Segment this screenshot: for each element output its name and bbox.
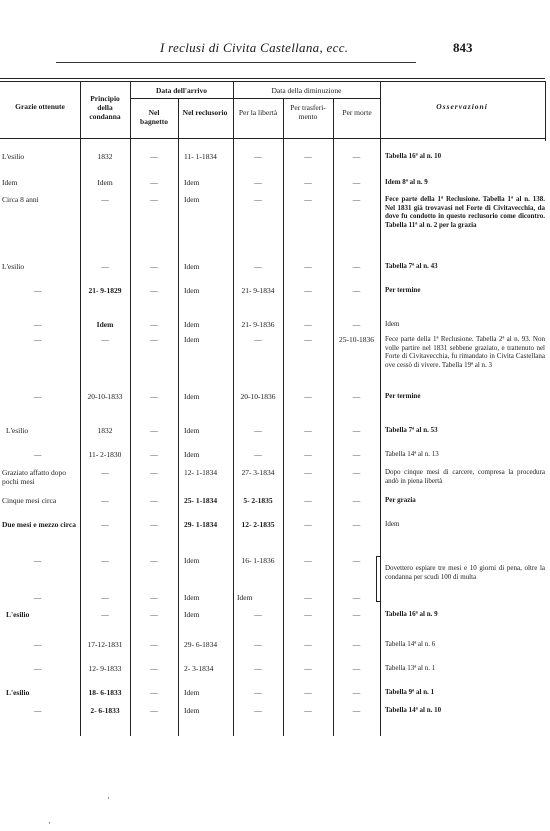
cell-trasferimento: — bbox=[304, 706, 312, 715]
cell-trasferimento: — bbox=[304, 593, 312, 602]
cell-trasferimento: — bbox=[304, 262, 312, 271]
cell-liberta: — bbox=[254, 262, 262, 271]
cell-reclusorio: 29- 1-1834 bbox=[184, 520, 218, 529]
cell-morte: — bbox=[352, 593, 361, 602]
cell-liberta: — bbox=[254, 688, 262, 697]
cell-trasferimento: — bbox=[304, 392, 312, 401]
cell-principio: 18- 6-1833 bbox=[88, 688, 122, 697]
cell-trasferimento: — bbox=[304, 468, 312, 477]
cell-principio: — bbox=[101, 520, 109, 529]
page-header-title: I reclusi di Civita Castellana, ecc. bbox=[160, 40, 349, 55]
cell-trasferimento: — bbox=[304, 610, 312, 619]
cell-osservazioni: Tabella 16ª al n. 10 bbox=[385, 152, 442, 160]
cell-morte: — bbox=[352, 426, 361, 435]
cell-morte: — bbox=[352, 468, 361, 477]
cell-reclusorio: 11- 1-1834 bbox=[184, 152, 217, 161]
cell-grazia: Graziato affatto dopo pochi mesi bbox=[2, 468, 67, 486]
cell-grazia: — bbox=[34, 320, 42, 329]
cell-trasferimento: — bbox=[304, 320, 312, 329]
cell-principio: — bbox=[101, 610, 109, 619]
col-header-principio: Principio della condanna bbox=[89, 94, 121, 121]
cell-reclusorio: Idem bbox=[184, 178, 200, 187]
table-top-rule bbox=[0, 78, 545, 79]
col-header-per-morte: Per morte bbox=[342, 108, 372, 117]
cell-reclusorio: 12- 1-1834 bbox=[184, 468, 218, 477]
cell-principio: — bbox=[101, 496, 109, 505]
cell-grazia: L'esilio bbox=[6, 426, 29, 435]
col-header-nel-reclusorio: Nel reclusorio bbox=[182, 108, 228, 117]
cell-liberta: 27- 3-1834 bbox=[241, 468, 275, 477]
cell-osservazioni: Dopo cinque mesi di carcere, compresa la procedura andò in piena libertà bbox=[385, 468, 545, 485]
cell-morte: — bbox=[352, 286, 361, 295]
cell-grazia: L'esilio bbox=[2, 152, 25, 161]
cell-principio: 17-12-1831 bbox=[87, 640, 123, 649]
cell-liberta: 12- 2-1835 bbox=[241, 520, 275, 529]
cell-bagnetto: — bbox=[150, 468, 158, 477]
cell-morte: — bbox=[352, 640, 361, 649]
cell-morte: — bbox=[352, 520, 361, 529]
cell-liberta: — bbox=[254, 640, 262, 649]
cell-grazia: Due mesi e mezzo circa bbox=[2, 520, 76, 529]
col-header-per-trasferimento: Per trasferi-mento bbox=[290, 103, 326, 121]
cell-principio: 1832 bbox=[97, 152, 113, 161]
cell-principio: 11- 2-1830 bbox=[88, 450, 122, 459]
cell-osservazioni: Idem bbox=[385, 520, 400, 528]
cell-bagnetto: — bbox=[150, 152, 158, 161]
cell-liberta: 5- 2-1835 bbox=[243, 496, 273, 505]
cell-reclusorio: Idem bbox=[184, 392, 200, 401]
cell-osservazioni: Tabella 16ª al n. 9 bbox=[385, 610, 438, 618]
cell-trasferimento: — bbox=[304, 178, 312, 187]
cell-trasferimento: — bbox=[304, 450, 312, 459]
page-number: 843 bbox=[453, 40, 473, 55]
cell-principio: 2- 6-1833 bbox=[90, 706, 120, 715]
cell-morte: 25-10-1836 bbox=[339, 335, 374, 344]
cell-morte: — bbox=[352, 664, 361, 673]
cell-grazia: — bbox=[34, 593, 42, 602]
cell-bagnetto: — bbox=[150, 450, 158, 459]
cell-reclusorio: Idem bbox=[184, 610, 200, 619]
cell-reclusorio: Idem bbox=[184, 426, 200, 435]
cell-osservazioni: Fece parte della 1ª Reclusione. Tabella 2ª al n. 93. Non volle partire nel 1831 sebbene graziato, e trattenuto nel Forte di Civitavecchia, fu rimandato in Civita Castellana ove cessò di vivere. Tabella 19ª al n. 3 bbox=[385, 335, 545, 369]
cell-principio: — bbox=[101, 335, 109, 344]
cell-principio: — bbox=[101, 262, 109, 271]
cell-liberta: 20-10-1836 bbox=[240, 392, 276, 401]
cell-osservazioni: Tabella 7ª al n. 53 bbox=[385, 426, 438, 434]
cell-osservazioni: Tabella 14ª al n. 10 bbox=[385, 706, 442, 714]
cell-grazia: — bbox=[34, 640, 42, 649]
cell-liberta: 21- 9-1834 bbox=[241, 286, 275, 295]
cell-reclusorio: Idem bbox=[184, 335, 200, 344]
header-rule bbox=[56, 62, 416, 63]
cell-principio: — bbox=[101, 593, 109, 602]
cell-liberta: 21- 9-1836 bbox=[241, 320, 275, 329]
cell-trasferimento: — bbox=[304, 556, 312, 565]
observation-brace bbox=[376, 556, 381, 602]
cell-grazia: — bbox=[34, 335, 42, 344]
col-header-nel-bagnetto: Nel bagnetto bbox=[140, 108, 168, 126]
cell-trasferimento: — bbox=[304, 520, 312, 529]
cell-morte: — bbox=[352, 392, 361, 401]
cell-morte: — bbox=[352, 320, 361, 329]
cell-osservazioni: Dovettero espiare tre mesi e 10 giorni di pena, oltre la condanna per scudi 100 di multa bbox=[385, 564, 545, 581]
cell-bagnetto: — bbox=[150, 520, 158, 529]
cell-reclusorio: Idem bbox=[184, 195, 200, 204]
cell-bagnetto: — bbox=[150, 688, 158, 697]
register-table bbox=[0, 78, 550, 738]
cell-grazia: — bbox=[34, 556, 42, 565]
cell-reclusorio: Idem bbox=[184, 262, 200, 271]
cell-grazia: — bbox=[34, 664, 42, 673]
cell-trasferimento: — bbox=[304, 286, 312, 295]
cell-bagnetto: — bbox=[150, 392, 158, 401]
cell-liberta: — bbox=[254, 664, 262, 673]
cell-reclusorio: 25- 1-1834 bbox=[184, 496, 218, 505]
cell-trasferimento: — bbox=[304, 426, 312, 435]
cell-morte: — bbox=[352, 262, 361, 271]
cell-bagnetto: — bbox=[150, 610, 158, 619]
cell-principio: — bbox=[101, 556, 109, 565]
cell-bagnetto: — bbox=[150, 195, 158, 204]
cell-bagnetto: — bbox=[150, 178, 158, 187]
cell-liberta: — bbox=[254, 335, 262, 344]
col-header-data-diminuzione: Data della diminuzione bbox=[271, 86, 342, 95]
cell-trasferimento: — bbox=[304, 195, 312, 204]
cell-reclusorio: Idem bbox=[184, 688, 200, 697]
cell-reclusorio: Idem bbox=[184, 320, 200, 329]
cell-morte: — bbox=[352, 178, 361, 187]
cell-osservazioni: Idem 8ª al n. 9 bbox=[385, 178, 428, 186]
cell-reclusorio: Idem bbox=[184, 286, 200, 295]
table-top-rule-2 bbox=[0, 81, 545, 82]
cell-grazia: — bbox=[34, 286, 42, 295]
col-rule-7 bbox=[380, 81, 381, 736]
cell-grazia: — bbox=[34, 450, 42, 459]
col-header-grazie: Grazie ottenute bbox=[15, 102, 65, 111]
cell-trasferimento: — bbox=[304, 688, 312, 697]
cell-morte: — bbox=[352, 496, 361, 505]
cell-osservazioni: Idem bbox=[385, 320, 400, 328]
cell-liberta: Idem bbox=[237, 593, 253, 602]
cell-trasferimento: — bbox=[304, 152, 312, 161]
cell-bagnetto: — bbox=[150, 593, 158, 602]
diminuzione-group-rule bbox=[233, 98, 380, 99]
cell-osservazioni: Tabella 14ª al n. 13 bbox=[385, 450, 439, 458]
cell-morte: — bbox=[352, 152, 361, 161]
cell-bagnetto: — bbox=[150, 262, 158, 271]
header-bottom-rule bbox=[0, 138, 545, 139]
cell-liberta: — bbox=[254, 178, 262, 187]
cell-trasferimento: — bbox=[304, 640, 312, 649]
cell-trasferimento: — bbox=[304, 496, 312, 505]
cell-grazia: L'esilio bbox=[6, 610, 30, 619]
cell-osservazioni: Tabella 9ª al n. 1 bbox=[385, 688, 435, 696]
cell-osservazioni: Tabella 14ª al n. 6 bbox=[385, 640, 436, 648]
print-speck: · bbox=[48, 818, 51, 828]
cell-principio: — bbox=[101, 195, 109, 204]
cell-grazia: Cinque mesi circa bbox=[2, 496, 57, 505]
cell-osservazioni: Tabella 13ª al n. 1 bbox=[385, 664, 436, 672]
cell-grazia: — bbox=[34, 392, 42, 401]
cell-principio: 1832 bbox=[97, 426, 113, 435]
cell-osservazioni: Per termine bbox=[385, 392, 421, 400]
col-header-per-liberta: Per la libertà bbox=[238, 108, 278, 117]
cell-grazia: L'esilio bbox=[2, 262, 25, 271]
cell-principio: 12- 9-1833 bbox=[88, 664, 122, 673]
cell-reclusorio: Idem bbox=[184, 450, 200, 459]
cell-principio: 21- 9-1829 bbox=[88, 286, 122, 295]
cell-trasferimento: — bbox=[304, 335, 312, 344]
cell-morte: — bbox=[352, 688, 361, 697]
cell-morte: — bbox=[352, 450, 361, 459]
cell-reclusorio: Idem bbox=[184, 706, 200, 715]
cell-liberta: — bbox=[254, 610, 262, 619]
cell-reclusorio: Idem bbox=[184, 593, 200, 602]
cell-principio: Idem bbox=[97, 178, 113, 187]
cell-bagnetto: — bbox=[150, 640, 158, 649]
cell-reclusorio: Idem bbox=[184, 556, 200, 565]
cell-morte: — bbox=[352, 195, 361, 204]
cell-liberta: — bbox=[254, 152, 262, 161]
cell-bagnetto: — bbox=[150, 556, 158, 565]
cell-liberta: — bbox=[254, 195, 262, 204]
cell-morte: — bbox=[352, 556, 361, 565]
cell-reclusorio: 29- 6-1834 bbox=[184, 640, 218, 649]
cell-bagnetto: — bbox=[150, 664, 158, 673]
cell-morte: — bbox=[352, 706, 361, 715]
cell-bagnetto: — bbox=[150, 286, 158, 295]
col-header-osservazioni: Osservazioni bbox=[436, 102, 488, 111]
cell-osservazioni: Tabella 7ª al n. 43 bbox=[385, 262, 438, 270]
cell-morte: — bbox=[352, 610, 361, 619]
cell-osservazioni: Fece parte della 1ª Reclusione. Tabella 1ª al n. 138. Nel 1831 già trovavasi nel Forte di Civitavecchia, da dove fu condotto in questo reclusorio come dicontro. Tabella 11ª al n. 2 per la grazia bbox=[385, 195, 545, 229]
cell-liberta: — bbox=[254, 426, 262, 435]
cell-reclusorio: 2- 3-1834 bbox=[184, 664, 214, 673]
print-speck: · bbox=[107, 793, 110, 803]
cell-grazia: L'esilio bbox=[6, 688, 30, 697]
cell-liberta: 16- 1-1836 bbox=[241, 556, 275, 565]
col-rule-8 bbox=[545, 81, 546, 141]
col-header-data-arrivo: Data dell'arrivo bbox=[155, 86, 208, 95]
cell-osservazioni: Per termine bbox=[385, 286, 421, 294]
cell-bagnetto: — bbox=[150, 426, 158, 435]
cell-grazia: — bbox=[34, 706, 42, 715]
cell-grazia: Circa 8 anni bbox=[2, 195, 39, 204]
cell-bagnetto: — bbox=[150, 496, 158, 505]
cell-principio: Idem bbox=[96, 320, 114, 329]
cell-bagnetto: — bbox=[150, 335, 158, 344]
cell-osservazioni: Per grazia bbox=[385, 496, 416, 504]
cell-bagnetto: — bbox=[150, 706, 158, 715]
cell-trasferimento: — bbox=[304, 664, 312, 673]
arrivo-group-rule bbox=[130, 98, 233, 99]
cell-bagnetto: — bbox=[150, 320, 158, 329]
cell-principio: 20-10-1833 bbox=[87, 392, 123, 401]
cell-liberta: — bbox=[254, 706, 262, 715]
cell-principio: — bbox=[101, 468, 109, 477]
cell-liberta: — bbox=[254, 450, 262, 459]
cell-grazia: Idem bbox=[2, 178, 18, 187]
